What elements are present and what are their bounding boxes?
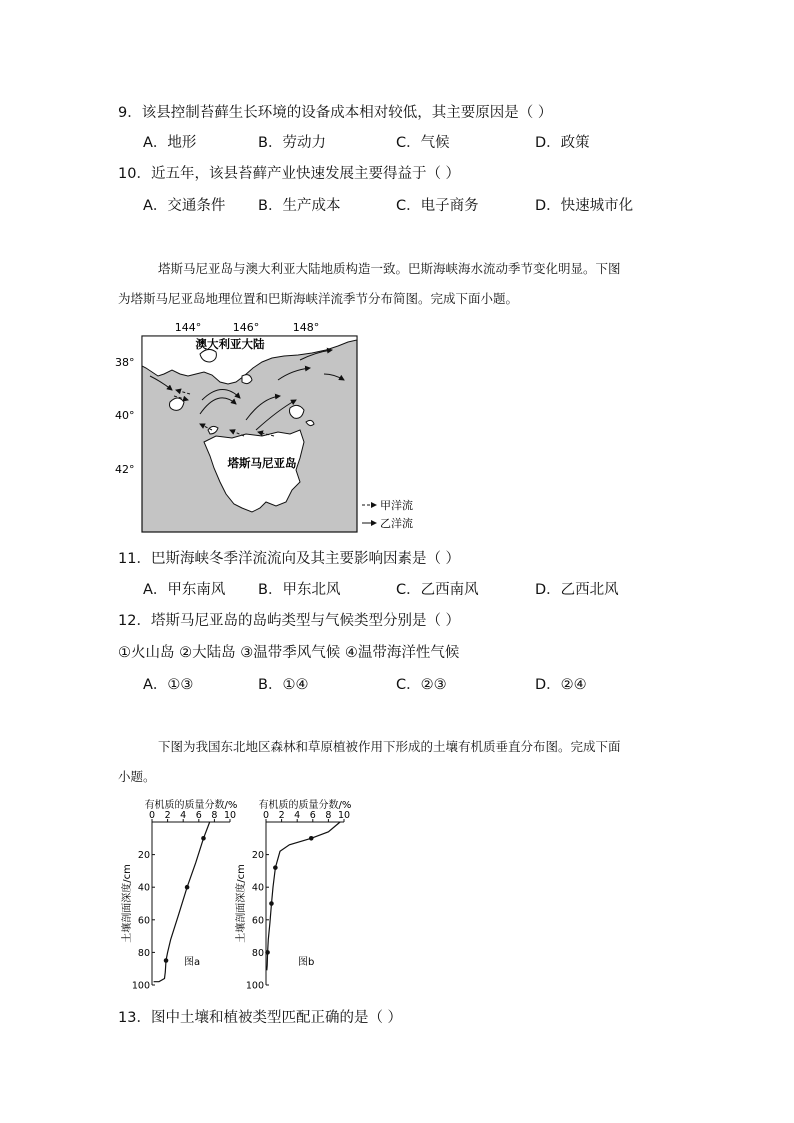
- y-tick-label: 80: [137, 947, 150, 959]
- small-island-east: [242, 375, 252, 384]
- q12-option-c: C．②③: [396, 677, 447, 693]
- q12-option-d: D．②④: [535, 677, 587, 693]
- q12-items: ①火山岛 ②大陆岛 ③温带季风气候 ④温带海洋性气候: [118, 645, 460, 661]
- chart-caption: 图a: [184, 957, 201, 968]
- q11-option-b: B．甲东北风: [258, 582, 341, 598]
- lat-label-38: 38°: [115, 356, 135, 369]
- q10-option-d: D．快速城市化: [535, 198, 634, 214]
- q10-stem: 10．近五年，该县苔藓产业快速发展主要得益于（ ）: [118, 166, 461, 182]
- q9-option-a: A．地形: [143, 135, 197, 151]
- lat-label-42: 42°: [115, 463, 135, 476]
- y-tick-label: 60: [137, 915, 150, 927]
- mainland-label: 澳大利亚大陆: [195, 337, 265, 351]
- x-tick-label: 6: [195, 810, 202, 821]
- y-axis-label: 土壤剖面深度/cm: [122, 864, 133, 943]
- x-tick-label: 2: [278, 810, 285, 821]
- passage2-line1: 下图为我国东北地区森林和草原植被作用下形成的土壤有机质垂直分布图。完成下面: [158, 739, 621, 754]
- data-point: [164, 958, 169, 963]
- data-point: [265, 950, 270, 955]
- data-point: [309, 836, 314, 841]
- x-tick-label: 4: [294, 810, 301, 821]
- q11-stem: 11．巴斯海峡冬季洋流流向及其主要影响因素是（ ）: [118, 551, 461, 567]
- chart-caption: 图b: [298, 957, 315, 968]
- q9-option-d: D．政策: [535, 135, 590, 151]
- x-tick-label: 0: [262, 810, 270, 821]
- q12-option-b: B．①④: [258, 677, 309, 693]
- y-tick-label: 40: [251, 882, 264, 894]
- y-tick-label: 20: [137, 850, 150, 862]
- x-tick-label: 4: [180, 810, 187, 821]
- profile-curve: [267, 822, 340, 970]
- legend-b-label: 乙洋流: [380, 517, 413, 530]
- y-tick-label: 100: [131, 980, 150, 992]
- q10-option-a: A．交通条件: [143, 198, 226, 214]
- q9-stem: 9．该县控制苔藓生长环境的设备成本相对较低，其主要原因是（ ）: [118, 105, 553, 121]
- y-tick-label: 80: [251, 947, 264, 959]
- q12-stem: 12．塔斯马尼亚岛的岛屿类型与气候类型分别是（ ）: [118, 613, 461, 629]
- lon-label-148: 148°: [292, 321, 320, 334]
- q11-option-d: D．乙西北风: [535, 582, 619, 598]
- x-tick-label: 10: [337, 810, 351, 821]
- flinders-island: [290, 405, 305, 418]
- chart-title: 有机质的质量分数/%: [258, 800, 352, 811]
- q11-option-a: A．甲东南风: [143, 582, 226, 598]
- q9-option-b: B．劳动力: [258, 135, 326, 151]
- q11-option-c: C．乙西南风: [396, 582, 479, 598]
- x-tick-label: 6: [309, 810, 316, 821]
- y-axis-label: 土壤剖面深度/cm: [236, 864, 247, 943]
- y-tick-label: 60: [251, 915, 264, 927]
- profile-curve: [154, 822, 210, 982]
- x-tick-label: 0: [148, 810, 156, 821]
- legend-a-label: 甲洋流: [380, 499, 413, 512]
- lon-label-144: 144°: [174, 321, 202, 334]
- y-tick-label: 20: [251, 850, 264, 862]
- bass-strait-map: [112, 318, 432, 536]
- lon-label-146: 146°: [232, 321, 260, 334]
- passage1-line2: 为塔斯马尼亚岛地理位置和巴斯海峡洋流季节分布简图。完成下面小题。: [118, 291, 519, 306]
- q10-option-b: B．生产成本: [258, 198, 341, 214]
- passage2-line2: 小题。: [118, 769, 156, 784]
- chart-title: 有机质的质量分数/%: [144, 800, 238, 811]
- y-tick-label: 100: [245, 980, 264, 992]
- x-tick-label: 8: [325, 810, 332, 821]
- data-point: [185, 885, 190, 890]
- data-point: [273, 865, 278, 870]
- soil-chart-b: [232, 798, 360, 996]
- x-tick-label: 8: [211, 810, 218, 821]
- lat-label-40: 40°: [115, 409, 135, 422]
- x-tick-label: 2: [164, 810, 171, 821]
- tasmania-label: 塔斯马尼亚岛: [227, 456, 297, 470]
- soil-chart-a: [118, 798, 246, 996]
- passage1-line1: 塔斯马尼亚岛与澳大利亚大陆地质构造一致。巴斯海峡海水流动季节变化明显。下图: [158, 261, 621, 276]
- x-tick-label: 10: [223, 810, 237, 821]
- q9-option-c: C．气候: [396, 135, 450, 151]
- q13-stem: 13．图中土壤和植被类型匹配正确的是（ ）: [118, 1010, 403, 1026]
- data-point: [269, 901, 274, 906]
- q12-option-a: A．①③: [143, 677, 194, 693]
- data-point: [201, 836, 206, 841]
- y-tick-label: 40: [137, 882, 150, 894]
- q10-option-c: C．电子商务: [396, 198, 479, 214]
